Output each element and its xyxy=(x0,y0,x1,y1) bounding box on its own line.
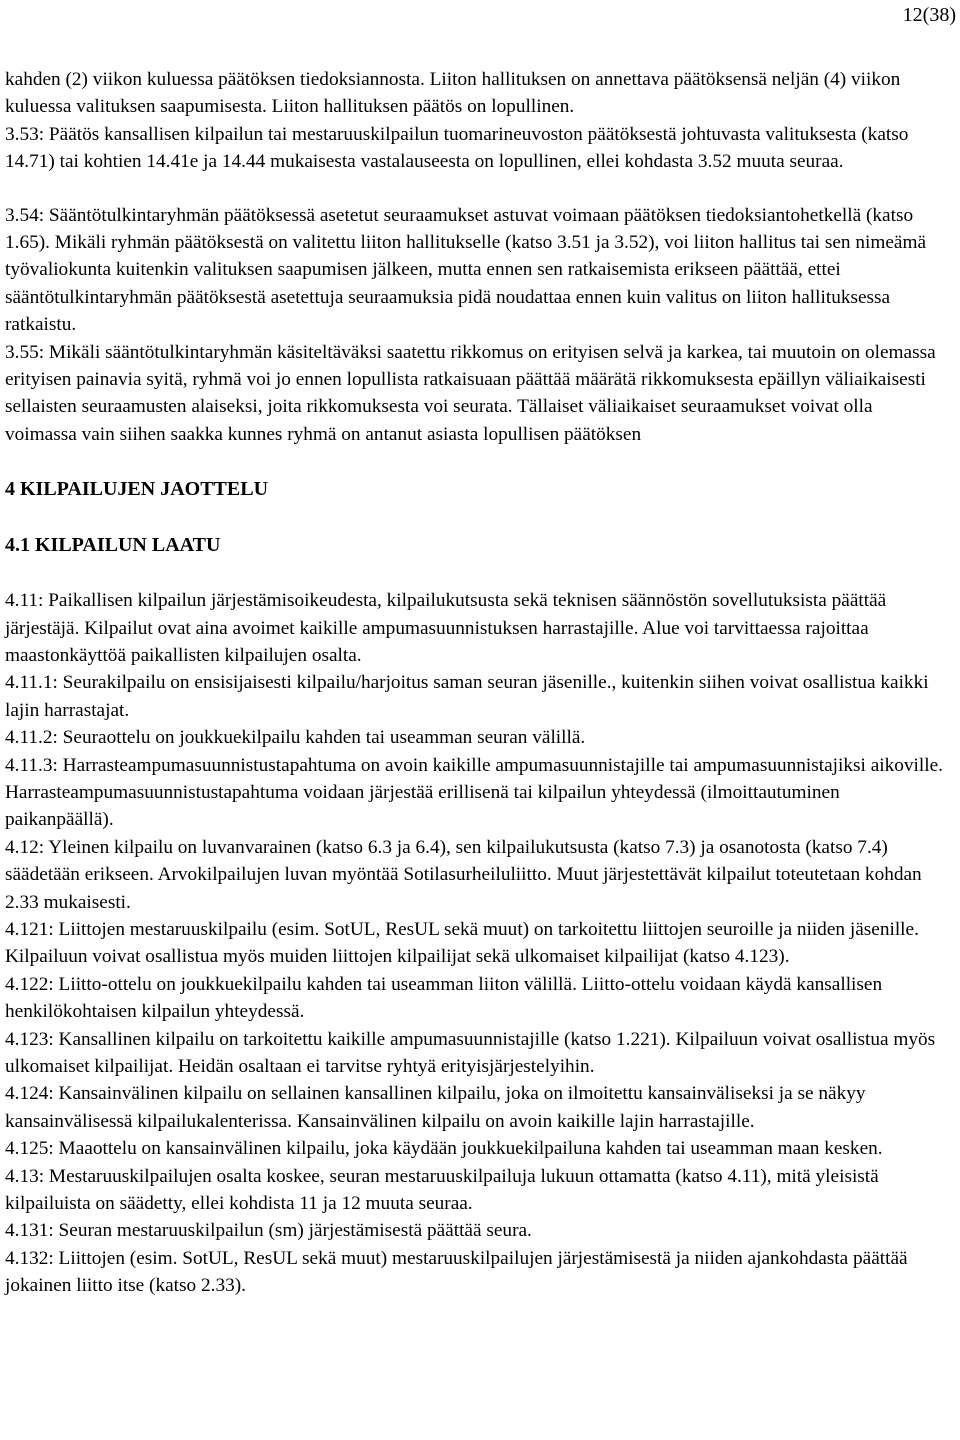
section-block-3 xyxy=(5,587,949,1300)
paragraph: 3.54: Sääntötulkintaryhmän päätöksessä asetetut seuraamukset astuvat voimaan päätöksen tiedoksiantohetkellä (katso 1.65). Mikäli ryhmän päätöksestä on valitettu liiton hallitukselle (katso 3.51 ja 3.52), voi liiton hallitus tai sen nimeämä työvaliokunta kuitenkin valituksen saapumisen jälkeen, mutta ennen sen ratkaisemista erikseen päättää, ettei sääntötulkintaryhmän päätöksestä asetettuja seuraamuksia pidä noudattaa ennen kuin valitus on liiton hallituksessa ratkaistu. xyxy=(5,204,927,336)
paragraph: 4.123: Kansallinen kilpailu on tarkoitettu kaikille ampumasuunnistajille (katso 1.221). Kilpailuun voivat osallistua myös ulkomaiset kilpailijat. Heidän osaltaan ei tarvitse ryhtyä erityisjärjestelyihin. xyxy=(5,1028,936,1077)
paragraph: 4.131: Seuran mestaruuskilpailun (sm) järjestämisestä päättää seura. xyxy=(5,1220,532,1242)
paragraph: 4.121: Liittojen mestaruuskilpailu (esim. SotUL, ResUL sekä muut) on tarkoitettu liittojen seuroille ja niiden jäsenille. Kilpailuun voivat osallistua myös muiden liittojen kilpailijat sekä ulkomaiset kilpailijat (katso 4.123). xyxy=(5,918,919,968)
paragraph: 4.12: Yleinen kilpailu on luvanvarainen (katso 6.3 ja 6.4), sen kilpailukutsusta (katso 7.3) ja osanotosta (katso 7.4) säädetään erikseen. Arvokilpailujen luvan myöntää Sotilasurheiluliitto. Muut järjestettävät kilpailut toteutetaan kohdan 2.33 mukaisesti. xyxy=(5,836,922,913)
paragraph: 4.125: Maaottelu on kansainvälinen kilpailu, joka käydään joukkuekilpailuna kahden tai useamman maan kesken. xyxy=(5,1138,883,1160)
paragraph: 4.124: Kansainvälinen kilpailu on sellainen kansallinen kilpailu, joka on ilmoitettu kansainväliseksi ja se näkyy kansainvälisessä kilpailukalenterissa. Kansainvälinen kilpailu on avoin kaikille lajin harrastajille. xyxy=(5,1083,866,1132)
section-block-2 xyxy=(5,202,949,449)
paragraph: 3.53: Päätös kansallisen kilpailun tai mestaruuskilpailun tuomarineuvoston päätöksestä johtuvasta valituksesta (katso 14.71) tai kohtien 14.41e ja 14.44 mukaisesta vastalauseesta on lopullinen, ellei kohdasta 3.52 muuta seuraa. xyxy=(5,123,909,173)
page-number: 12(38) xyxy=(902,4,956,26)
paragraph: 3.55: Mikäli sääntötulkintaryhmän käsiteltäväksi saatettu rikkomus on erityisen selvä ja karkea, tai muutoin on olemassa erityisen painavia syitä, ryhmä voi jo ennen lopullista ratkaisuaan päättää määrätä rikkomuksesta epäillyn väliaikaisesti sellaisten seuraamusten alaiseksi, joita rikkomuksesta voi seurata. Tällaiset väliaikaiset seuraamukset voivat olla voimassa vain siihen saakka kunnes ryhmä on antanut asiasta lopullisen päätöksen xyxy=(5,341,936,445)
paragraph: 4.11.3: Harrasteampumasuunnistustapahtuma on avoin kaikille ampumasuunnistajille tai ampumasuunnistajiksi aikoville. Harrasteampumasuunnistustapahtuma voidaan järjestää erillisenä tai kilpailun yhteydessä (ilmoittautuminen paikanpäällä). xyxy=(5,754,944,831)
paragraph: kahden (2) viikon kuluessa päätöksen tiedoksiannosta. Liiton hallituksen on annettava päätöksensä neljän (4) viikon kuluessa valituksen saapumisesta. Liiton hallituksen päätös on lopullinen. xyxy=(5,69,901,118)
paragraph: 4.11.1: Seurakilpailu on ensisijaisesti kilpailu/harjoitus saman seuran jäsenille., kuitenkin siihen voivat osallistua kaikki lajin harrastajat. xyxy=(5,672,929,721)
section-block-1 xyxy=(5,66,949,176)
section-heading: 4.1 KILPAILUN LAATU xyxy=(5,533,221,556)
paragraph: 4.122: Liitto-ottelu on joukkuekilpailu kahden tai useamman liiton välillä. Liitto-ottelu voidaan käydä kansallisen henkilökohtaisen kilpailun yhteydessä. xyxy=(5,973,883,1023)
chapter-heading: 4 KILPAILUJEN JAOTTELU xyxy=(5,478,269,501)
document-body xyxy=(5,66,949,1300)
paragraph: 4.11.2: Seuraottelu on joukkuekilpailu kahden tai useamman seuran välillä. xyxy=(5,727,586,749)
paragraph: 4.132: Liittojen (esim. SotUL, ResUL sekä muut) mestaruuskilpailujen järjestämisestä ja niiden ajankohdasta päättää jokainen liitto itse (katso 2.33). xyxy=(5,1247,908,1297)
paragraph: 4.13: Mestaruuskilpailujen osalta koskee, seuran mestaruuskilpailuja lukuun ottamatta (katso 4.11), mitä yleisistä kilpailuista on säädetty, ellei kohdista 11 ja 12 muuta seuraa. xyxy=(5,1165,879,1215)
paragraph: 4.11: Paikallisen kilpailun järjestämisoikeudesta, kilpailukutsusta sekä teknisen säännöstön sovellutuksista päättää järjestäjä. Kilpailut ovat aina avoimet kaikille ampumasuunnistuksen harrastajille. Alue voi tarvittaessa rajoittaa maastonkäyttöä paikallisten kilpailujen osalta. xyxy=(5,590,887,666)
